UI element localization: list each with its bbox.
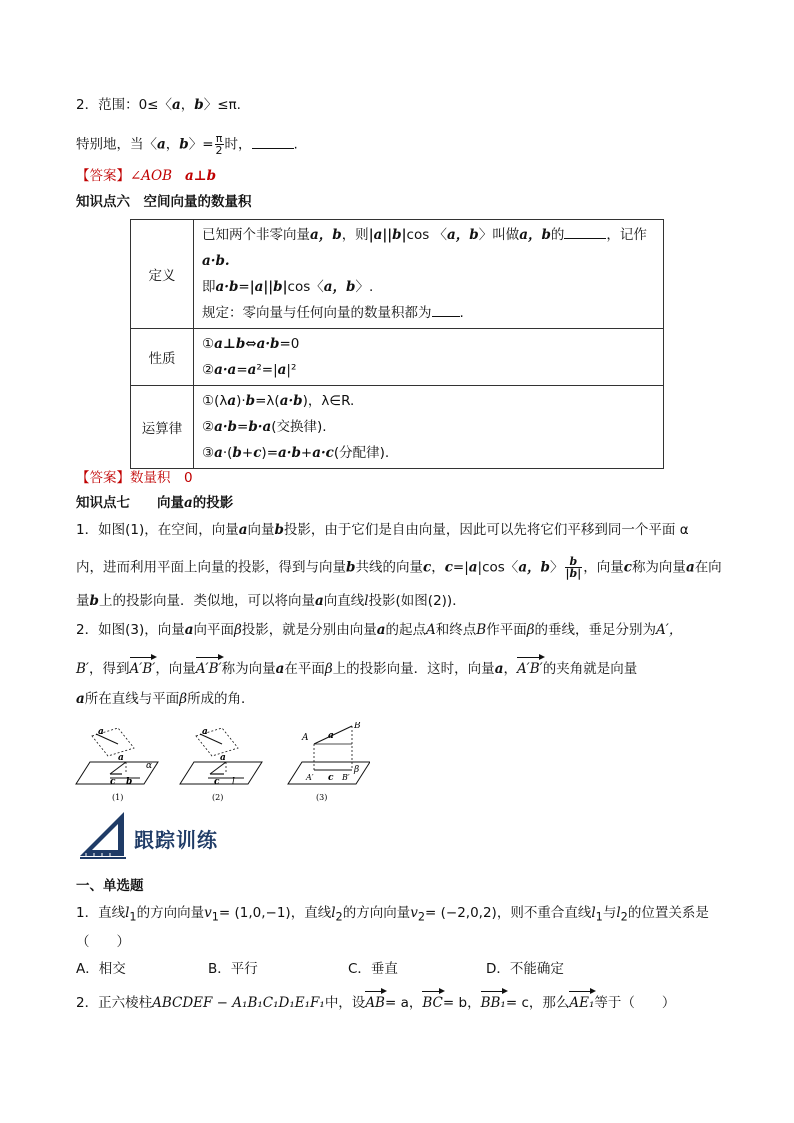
svg-text:a: a: [202, 727, 208, 737]
definition-cell: 已知两个非零向量a，b，则|a||b|cos 〈a，b〉叫做a，b的 ，记作 a·b. 即a·b=|a||b|cos〈a，b〉. 规定：零向量与任何向量的数量积都为 .: [194, 220, 664, 329]
svg-text:(1): (1): [112, 793, 124, 802]
range-line: 2．范围：0≤〈a，b〉≤π.: [76, 97, 241, 113]
vector-arrow-bb1: BB₁: [481, 989, 506, 1013]
svg-text:β: β: [354, 765, 360, 775]
definition-header: 定义: [131, 220, 194, 329]
svg-text:A′: A′: [306, 773, 314, 782]
svg-text:b: b: [126, 777, 133, 787]
knowledge-point-6-title: 知识点六 空间向量的数量积: [76, 194, 252, 210]
svg-text:a: a: [98, 727, 104, 737]
projection-para-2-line-1: 2．如图(3)，向量a向平面β投影，就是分别由向量a的起点A和终点B作平面β的垂线，垂足分别为A′，: [76, 622, 683, 638]
projection-para-2-line-3: a所在直线与平面β所成的角．: [76, 691, 255, 707]
option-c[interactable]: C．垂直: [348, 961, 398, 977]
figure-2: [180, 727, 262, 802]
table-row-properties: [131, 329, 664, 386]
vector-arrow-apbp: A′B′: [130, 655, 156, 679]
question-1-line-1: 1．直线$l_1$的方向向量$v_1= (1,0,-1)$，直线$l_2$的方向向量$v_2= (-2,0,2)$，则不重合直线$l_1$与$l_2$的位置关系是: [76, 905, 709, 924]
question-1-paren: （ ）: [76, 934, 130, 950]
vector-arrow-apbp: A′B′: [517, 655, 543, 679]
vector-a-projected: [110, 762, 126, 774]
svg-text:B′: B′: [342, 773, 350, 782]
projection-para-2-line-2: B′，得到A′B′，向量A′B′称为向量a在平面β上的投影向量．这时，向量a，A′B′的夹角就是向量: [76, 655, 637, 679]
table-row-laws: [131, 386, 664, 469]
properties-header: 性质: [131, 329, 194, 386]
svg-text:a: a: [220, 753, 226, 763]
vector-arrow-apbp: A′B′: [196, 655, 222, 679]
svg-text:c: c: [214, 777, 220, 787]
option-b[interactable]: B．平行: [208, 961, 258, 977]
option-a[interactable]: A．相交: [76, 961, 126, 977]
svg-text:B: B: [354, 722, 361, 731]
properties-cell: ①a⊥b⇔a·b=0 ②a·a=a²=|a|²: [194, 329, 664, 386]
part-title: 一、单选题: [76, 878, 144, 894]
projection-figures: [70, 722, 370, 802]
special-case-line: 特别地，当〈a，b〉= $\frac{\pi}{2}$ 时， .: [76, 132, 298, 157]
laws-header: 运算律: [131, 386, 194, 469]
figure-1: [76, 727, 158, 802]
answer-line-1: 【答案】∠AOB a⊥b: [76, 168, 217, 184]
svg-text:A: A: [302, 733, 309, 743]
svg-text:a: a: [118, 753, 124, 763]
dot-product-table: [130, 219, 664, 469]
vector-a-projected: [210, 762, 226, 774]
laws-cell: ①(λa)·b=λ(a·b)，λ∈R. ②a·b=b·a(交换律). ③a·(b+c)=a·b+a·c(分配律).: [194, 386, 664, 469]
question-2-line-1: 2．正六棱柱ABCDEF − A₁B₁C₁D₁E₁F₁中，设AB= a，BC= b，BB₁= c，那么AE₁等于（ ）: [76, 989, 675, 1013]
unit-vector-fraction: $\frac{b}{|b|}$: [565, 555, 582, 580]
vector-arrow-ae1: AE₁: [569, 989, 594, 1013]
vector-arrow-ab: AB: [365, 989, 385, 1013]
svg-text:c: c: [110, 777, 116, 787]
svg-text:(3): (3): [316, 793, 328, 802]
projection-para-1-line-1: 1．如图(1)，在空间，向量a向量b投影，由于它们是自由向量，因此可以先将它们平移到同一个平面 α: [76, 522, 689, 538]
svg-text:α: α: [146, 761, 153, 771]
fill-blank: [432, 302, 460, 317]
fill-blank: [564, 224, 606, 239]
projection-para-1-line-3: 量b上的投影向量．类似地，可以将向量a向直线l投影(如图(2))．: [76, 593, 466, 609]
figure-3: [288, 722, 370, 802]
pi-over-two-fraction: $\frac{\pi}{2}$: [215, 132, 223, 157]
svg-text:(2): (2): [212, 793, 224, 802]
fill-blank: [252, 134, 294, 149]
vector-arrow-bc: BC: [422, 989, 443, 1013]
projection-para-1-line-2: 内，进而利用平面上向量的投影，得到与向量b共线的向量c，c=|a|cos〈a，b〉 $\frac{b}{|b|}$ ，向量c称为向量a在向: [76, 555, 722, 580]
section-heading: 跟踪训练: [134, 828, 218, 852]
knowledge-point-7-title: 知识点七 向量a的投影: [76, 495, 234, 511]
set-square-ruler-icon: [76, 806, 128, 860]
option-d[interactable]: D．不能确定: [486, 961, 564, 977]
svg-text:l: l: [232, 777, 235, 787]
svg-text:a: a: [328, 731, 334, 741]
svg-text:c: c: [328, 773, 334, 783]
table-row-definition: [131, 220, 664, 329]
answer-line-2: 【答案】数量积 0: [76, 470, 193, 486]
